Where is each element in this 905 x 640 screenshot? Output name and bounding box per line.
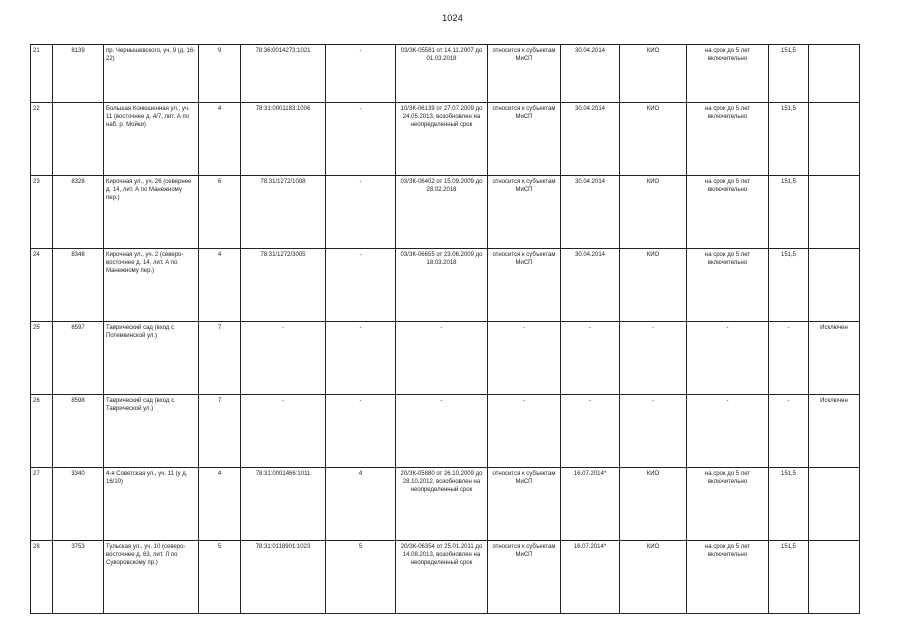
area-cell: 6 (199, 176, 241, 249)
area-cell: 7 (199, 395, 241, 468)
note-cell (809, 249, 860, 322)
object-code-cell: 8328 (53, 176, 104, 249)
date-cell: 30.04.2014 (561, 249, 620, 322)
date-cell: 30.04.2014 (561, 103, 620, 176)
extra-value-cell: 4 (326, 468, 396, 541)
cadastral-number-cell: - (241, 395, 326, 468)
category-cell: - (488, 395, 561, 468)
category-cell: относится к субъектам МиСП (488, 468, 561, 541)
address-cell: пр. Чернышевского, уч. 9 (д. 16-22) (104, 45, 199, 103)
object-code-cell: 3340 (53, 468, 104, 541)
note-cell: Исключен (809, 395, 860, 468)
row-number-cell: 23 (31, 176, 53, 249)
extra-value-cell: - (326, 395, 396, 468)
term-cell: на срок до 5 лет включительно (687, 249, 769, 322)
term-cell: на срок до 5 лет включительно (687, 541, 769, 614)
term-cell: на срок до 5 лет включительно (687, 103, 769, 176)
cadastral-number-cell: - (241, 322, 326, 395)
date-cell: - (561, 322, 620, 395)
table-row (31, 249, 860, 322)
organization-cell: КИО (620, 45, 687, 103)
page-number: 1024 (442, 13, 463, 23)
area-cell: 4 (199, 468, 241, 541)
organization-cell: - (620, 322, 687, 395)
note-cell (809, 103, 860, 176)
rate-cell: 151,5 (769, 541, 809, 614)
table-row (31, 322, 860, 395)
rate-cell: - (769, 322, 809, 395)
cadastral-number-cell: 78:31/1272/1008 (241, 176, 326, 249)
category-cell: относится к субъектам МиСП (488, 249, 561, 322)
address-cell: Тульская ул., уч. 10 (северо-восточнее д. 63, лит. Л по Суворовскому пр.) (104, 541, 199, 614)
object-code-cell: 8139 (53, 45, 104, 103)
cadastral-number-cell: 78:31/1272/3005 (241, 249, 326, 322)
address-cell: Таврический сад (вход с Потемкинской ул.) (104, 322, 199, 395)
area-cell: 9 (199, 45, 241, 103)
organization-cell: КИО (620, 103, 687, 176)
table-row (31, 541, 860, 614)
organization-cell: КИО (620, 249, 687, 322)
term-cell: на срок до 5 лет включительно (687, 45, 769, 103)
rate-cell: 151,5 (769, 249, 809, 322)
term-cell: на срок до 5 лет включительно (687, 176, 769, 249)
contract-cell: - (396, 322, 488, 395)
category-cell: относится к субъектам МиСП (488, 541, 561, 614)
organization-cell: - (620, 395, 687, 468)
category-cell: относится к субъектам МиСП (488, 103, 561, 176)
table-row (31, 395, 860, 468)
date-cell: 16.07.2014* (561, 468, 620, 541)
extra-value-cell: - (326, 176, 396, 249)
extra-value-cell: - (326, 103, 396, 176)
row-number-cell: 25 (31, 322, 53, 395)
row-number-cell: 24 (31, 249, 53, 322)
organization-cell: КИО (620, 468, 687, 541)
object-code-cell (53, 103, 104, 176)
extra-value-cell: - (326, 45, 396, 103)
area-cell: 4 (199, 103, 241, 176)
extra-value-cell: - (326, 249, 396, 322)
cadastral-number-cell: 78:31:0118901:1023 (241, 541, 326, 614)
date-cell: - (561, 395, 620, 468)
contract-cell: 03/ЗК-05581 от 14.11.2007 до 01.03.2018 (396, 45, 488, 103)
table-row (31, 45, 860, 103)
address-cell: Кирочная ул., уч. 26 (севернее д. 14, лит. А по Манежному пер.) (104, 176, 199, 249)
row-number-cell: 21 (31, 45, 53, 103)
extra-value-cell: - (326, 322, 396, 395)
row-number-cell: 22 (31, 103, 53, 176)
cadastral-number-cell: 78:31:0001466:1011 (241, 468, 326, 541)
address-cell: Таврический сад (вход с Таврической ул.) (104, 395, 199, 468)
category-cell: относится к субъектам МиСП (488, 176, 561, 249)
contract-cell: 03/ЗК-06402 от 15.09.2009 до 28.02.2018 (396, 176, 488, 249)
row-number-cell: 26 (31, 395, 53, 468)
note-cell (809, 45, 860, 103)
note-cell: Исключен (809, 322, 860, 395)
address-cell: 4-я Советская ул., уч. 11 (у д. 16/10) (104, 468, 199, 541)
table-row (31, 468, 860, 541)
term-cell: - (687, 395, 769, 468)
extra-value-cell: 5 (326, 541, 396, 614)
note-cell (809, 541, 860, 614)
address-cell: Большая Конюшенная ул., уч. 11 (восточнее д. 4/7, лит. А по наб. р. Мойки) (104, 103, 199, 176)
contract-cell: - (396, 395, 488, 468)
rate-cell: 151,5 (769, 103, 809, 176)
date-cell: 30.04.2014 (561, 45, 620, 103)
area-cell: 5 (199, 541, 241, 614)
note-cell (809, 176, 860, 249)
organization-cell: КИО (620, 541, 687, 614)
contract-cell: 20/ЗК-05880 от 26.10.2009 до 28.10.2012, возобновлен на неопределенный срок (396, 468, 488, 541)
table-row (31, 176, 860, 249)
rate-cell: 151,5 (769, 45, 809, 103)
table-row (31, 103, 860, 176)
contract-cell: 03/ЗК-06655 от 23.06.2009 до 18.03.2018 (396, 249, 488, 322)
term-cell: на срок до 5 лет включительно (687, 468, 769, 541)
organization-cell: КИО (620, 176, 687, 249)
registry-body (31, 45, 860, 614)
object-code-cell: 3753 (53, 541, 104, 614)
rate-cell: 151,5 (769, 176, 809, 249)
category-cell: - (488, 322, 561, 395)
object-code-cell: 8597 (53, 322, 104, 395)
object-code-cell: 8348 (53, 249, 104, 322)
row-number-cell: 27 (31, 468, 53, 541)
rate-cell: - (769, 395, 809, 468)
rate-cell: 151,5 (769, 468, 809, 541)
area-cell: 7 (199, 322, 241, 395)
address-cell: Кирочная ул., уч. 2 (северо-восточнее д. 14, лит. А по Манежному пер.) (104, 249, 199, 322)
note-cell (809, 468, 860, 541)
contract-cell: 10/ЗК-06139 от 27.07.2009 до 24.05.2013, возобновлен на неопределенный срок (396, 103, 488, 176)
category-cell: относится к субъектам МиСП (488, 45, 561, 103)
date-cell: 30.04.2014 (561, 176, 620, 249)
row-number-cell: 28 (31, 541, 53, 614)
term-cell: - (687, 322, 769, 395)
contract-cell: 20/ЗК-06354 от 25.01.2011 до 14.08.2013, возобновлен на неопределенный срок (396, 541, 488, 614)
cadastral-number-cell: 78:31:0001183:1006 (241, 103, 326, 176)
area-cell: 4 (199, 249, 241, 322)
date-cell: 16.07.2014* (561, 541, 620, 614)
object-code-cell: 8598 (53, 395, 104, 468)
cadastral-number-cell: 78:36:0014273:1021 (241, 45, 326, 103)
registry-table (30, 44, 860, 614)
